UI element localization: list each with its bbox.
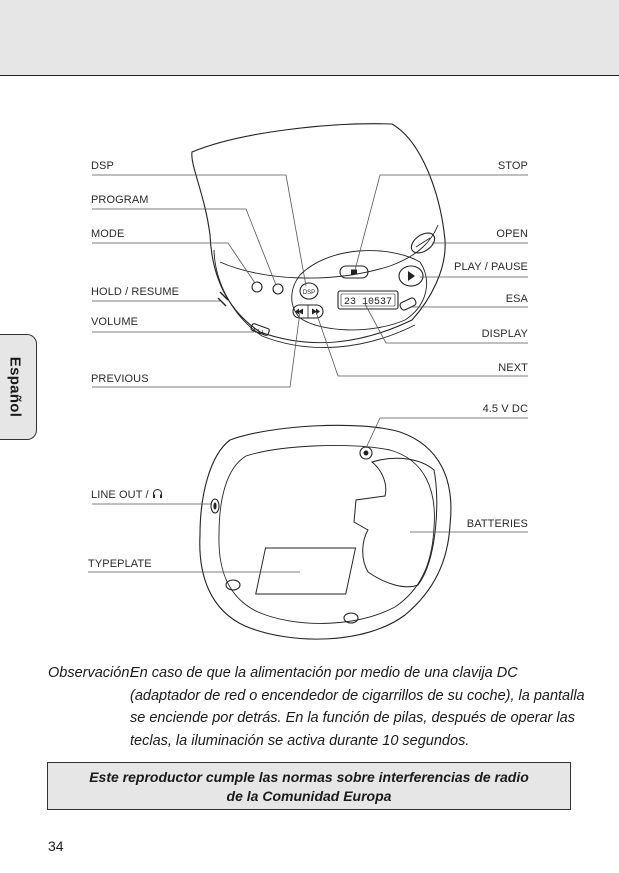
observation-text: En caso de que la alimentación por medio de una clavija DC (adaptador de red o encendedor de cigarrillos de su coche), la pantalla se enciende por detrás. En la función de pilas, después de operar las teclas, la iluminación se activa durante 10 segundos. <box>130 665 585 749</box>
label-volume: VOLUME <box>91 316 139 328</box>
label-hold-resume: HOLD / RESUME <box>91 286 180 298</box>
label-dsp: DSP <box>91 160 114 172</box>
page-number: 34 <box>48 838 64 854</box>
lcd-readout: 23 10537 <box>343 297 393 308</box>
label-esa: ESA <box>505 293 528 305</box>
headphones-icon <box>152 488 163 499</box>
svg-text:DSP: DSP <box>302 290 316 296</box>
label-previous: PREVIOUS <box>91 373 149 385</box>
language-tab-label: Español <box>6 356 24 418</box>
label-line-out-text: LINE OUT / <box>91 489 152 501</box>
observation-lead: Observación: <box>48 665 134 681</box>
player-bottom-inner <box>219 445 435 623</box>
observation-note <box>48 662 588 752</box>
label-open: OPEN <box>496 228 528 240</box>
label-dc-in: 4.5 V DC <box>482 403 528 415</box>
label-program: PROGRAM <box>91 194 149 206</box>
mode-button[interactable] <box>252 282 262 292</box>
rubber-foot <box>226 580 240 590</box>
label-mode: MODE <box>91 228 125 240</box>
esa-switch <box>399 297 417 311</box>
player-lid-edge <box>220 225 438 278</box>
next-icon <box>312 309 320 315</box>
label-typeplate: TYPEPLATE <box>88 558 152 570</box>
compliance-notice-line1: Este reproductor cumple las normas sobre interferencias de radio <box>89 769 529 785</box>
compliance-notice-line2: de la Comunidad Europa <box>226 788 392 804</box>
label-stop: STOP <box>497 160 528 172</box>
hold-switch <box>218 292 228 306</box>
program-button[interactable] <box>273 284 283 294</box>
label-next: NEXT <box>498 362 528 374</box>
player-top-body <box>192 124 445 343</box>
compliance-notice <box>47 762 571 810</box>
label-display: DISPLAY <box>481 328 528 340</box>
label-play-pause: PLAY / PAUSE <box>454 261 528 273</box>
typeplate <box>256 548 356 594</box>
label-batteries: BATTERIES <box>466 518 528 530</box>
label-line-out <box>91 488 163 501</box>
battery-compartment <box>354 458 437 586</box>
